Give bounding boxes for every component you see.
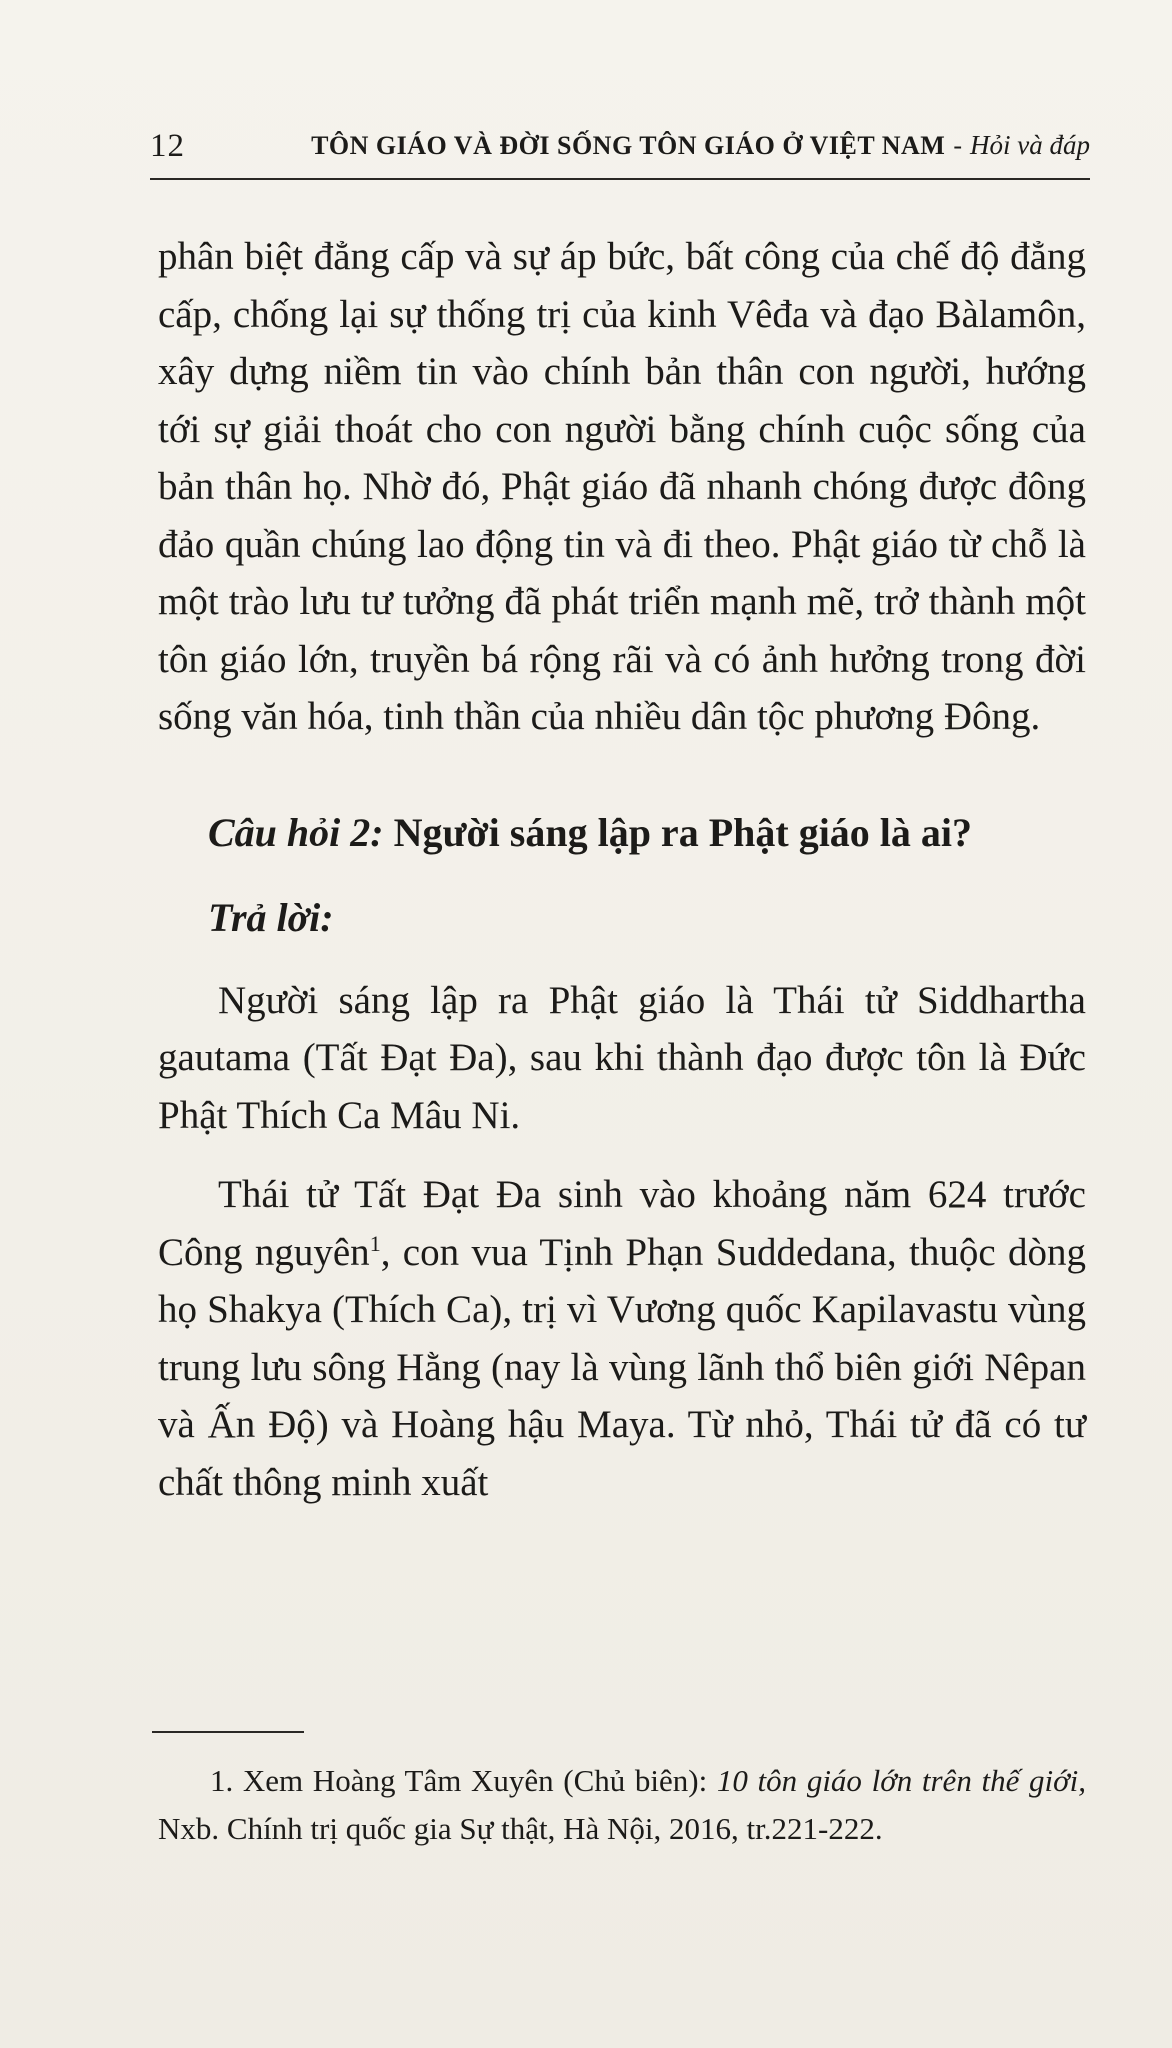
question-label: Câu hỏi 2: (208, 809, 384, 855)
footnote-publisher: Nxb. Chính trị quốc gia Sự thật, Hà Nội, 2016, tr.221-222. (158, 1811, 883, 1846)
page-number: 12 (150, 128, 185, 164)
answer-paragraph-2-part-1: Thái tử Tất Đạt Đa sinh vào khoảng năm 624 trước Công nguyên (158, 1173, 1086, 1274)
question-heading (158, 804, 1086, 861)
main-text (158, 228, 1086, 1511)
question-text: Người sáng lập ra Phật giáo là ai? (393, 809, 973, 855)
footnote-prefix: 1. Xem Hoàng Tâm Xuyên (Chủ biên): (210, 1763, 717, 1798)
paragraph-continuation: phân biệt đẳng cấp và sự áp bức, bất công của chế độ đẳng cấp, chống lại sự thống trị của kinh Vêđa và đạo Bàlamôn, xây dựng niềm tin vào chính bản thân con người, hướng tới sự giải thoát cho con người bằng chính cuộc sống của bản thân họ. Nhờ đó, Phật giáo đã nhanh chóng được đông đảo quần chúng lao động tin và đi theo. Phật giáo từ chỗ là một trào lưu tư tưởng đã phát triển mạnh mẽ, trở thành một tôn giáo lớn, truyền bá rộng rãi và có ảnh hưởng trong đời sống văn hóa, tinh thần của nhiều dân tộc phương Đông. (158, 235, 1086, 738)
header-title-line (311, 130, 1090, 161)
book-subtitle: Hỏi và đáp (970, 130, 1090, 160)
footnote-divider (152, 1731, 304, 1733)
answer-label: Trả lời: (208, 894, 334, 940)
answer-paragraph-2 (158, 1166, 1086, 1511)
footnote (158, 1757, 1086, 1853)
answer-paragraph-2-part-2: , con vua Tịnh Phạn Suddedana, thuộc dòng họ Shakya (Thích Ca), trị vì Vương quốc Kapilavastu vùng trung lưu sông Hằng (nay là vùng lãnh thổ biên giới Nêpan và Ấn Độ) và Hoàng hậu Maya. Từ nhỏ, Thái tử đã có tư chất thông minh xuất (158, 1230, 1087, 1504)
answer-paragraph-1: Người sáng lập ra Phật giáo là Thái tử Siddhartha gautama (Tất Đạt Đa), sau khi thành đạo được tôn là Đức Phật Thích Ca Mâu Ni. (158, 978, 1086, 1137)
footnote-book-title: 10 tôn giáo lớn trên thế giới, (716, 1763, 1087, 1798)
running-header (150, 118, 1090, 180)
book-title: TÔN GIÁO VÀ ĐỜI SỐNG TÔN GIÁO Ở VIỆT NAM (311, 131, 946, 160)
header-separator: - (953, 131, 963, 160)
footnote-reference[interactable]: 1 (369, 1230, 381, 1256)
